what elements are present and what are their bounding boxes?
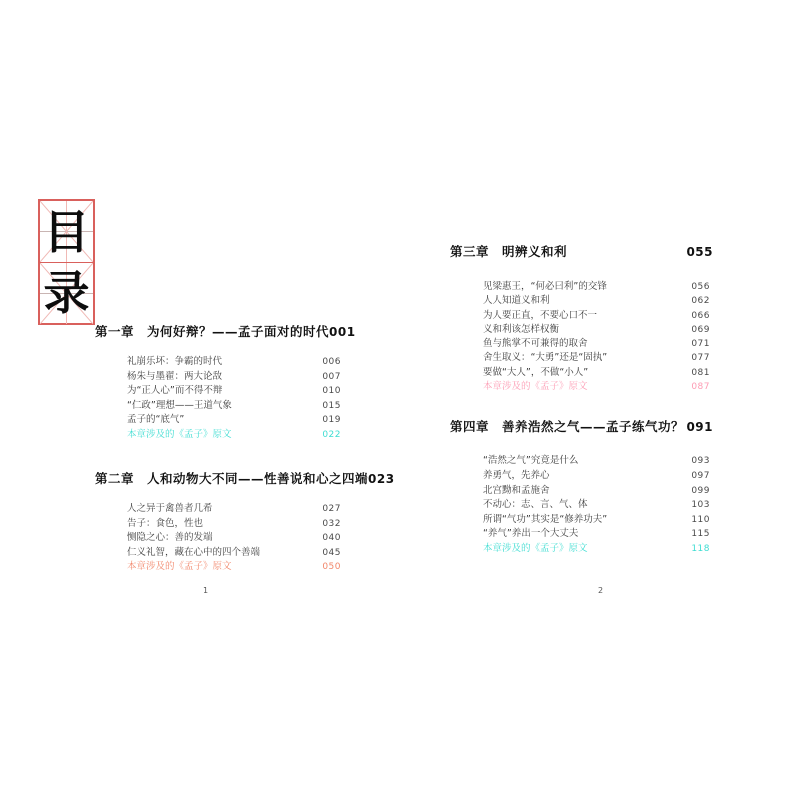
toc-item <box>450 498 713 513</box>
calligraphy-grid-cell <box>40 262 93 323</box>
toc-item-title: 北宫黝和孟施舍 <box>483 484 550 496</box>
toc-item-page-number: 050 <box>322 562 341 572</box>
toc-item <box>95 370 347 385</box>
toc-item <box>450 542 713 557</box>
toc-item-page-number: 066 <box>691 310 710 321</box>
chapter-heading <box>95 469 395 487</box>
toc-item <box>450 351 713 365</box>
toc-item-page-number: 006 <box>322 357 341 367</box>
calligraphy-grid-cell <box>40 201 93 262</box>
toc-item-page-number: 118 <box>691 543 710 554</box>
toc-item-title: 杨朱与墨翟：两大论敌 <box>127 370 223 382</box>
toc-item-title: 所谓“气功”其实是“修养功夫” <box>483 513 608 525</box>
toc-item <box>450 484 713 499</box>
toc-item <box>95 355 347 370</box>
toc-item-title: 礼崩乐坏：争霸的时代 <box>127 356 223 367</box>
chapter-page-number: 001 <box>329 325 356 339</box>
chapter-title: 为何好辩？——孟子面对的时代 <box>147 324 330 339</box>
toc-item-page-number: 045 <box>322 547 341 558</box>
toc-item-page-number: 027 <box>322 504 341 514</box>
toc-item-title: 不动心：志、言、气、体 <box>483 499 588 511</box>
chapter-heading <box>450 242 713 260</box>
toc-item-page-number: 103 <box>691 500 710 511</box>
chapter-item-list <box>95 355 347 442</box>
toc-item <box>450 337 713 351</box>
toc-item-page-number: 071 <box>691 339 710 350</box>
toc-item-page-number: 115 <box>691 529 710 540</box>
toc-item-page-number: 015 <box>322 400 341 411</box>
toc-item-title: 本章涉及的《孟子》原文 <box>127 561 232 572</box>
toc-column-right <box>450 242 713 557</box>
toc-item-page-number: 069 <box>691 324 710 335</box>
toc-item <box>95 546 347 561</box>
toc-item-page-number: 062 <box>691 296 710 307</box>
toc-column-left <box>95 322 395 575</box>
toc-item-title: 鱼与熊掌不可兼得的取舍 <box>483 338 588 350</box>
toc-item <box>95 517 347 532</box>
chapter-number-label: 第四章 <box>450 419 490 435</box>
toc-item-title: 本章涉及的《孟子》原文 <box>483 381 588 393</box>
chapter-section-第三章 <box>450 242 713 394</box>
toc-item <box>95 531 347 546</box>
toc-item-title: 义和利该怎样权衡 <box>483 323 560 335</box>
chapter-section-第四章 <box>450 417 713 556</box>
chapter-item-list <box>95 502 347 575</box>
toc-item <box>450 469 713 484</box>
toc-item-title: 恻隐之心：善的发端 <box>127 532 213 543</box>
toc-item-page-number: 032 <box>322 518 341 529</box>
toc-item-title: “仁政”理想——王道气象 <box>127 399 232 411</box>
toc-item <box>95 428 347 443</box>
chapter-title: 善养浩然之气——孟子练气功？ <box>502 419 685 435</box>
toc-item <box>450 366 713 380</box>
toc-item <box>95 560 347 575</box>
toc-item-title: 要做“大人”，不做“小人” <box>483 366 589 378</box>
toc-item <box>450 527 713 542</box>
toc-item-title: “浩然之气”究竟是什么 <box>483 455 579 467</box>
chapter-page-number: 055 <box>686 245 713 259</box>
toc-item-page-number: 007 <box>322 371 341 382</box>
page-number-right: 2 <box>598 586 604 595</box>
toc-item-title: 人人知道义和利 <box>483 295 550 307</box>
chapter-title: 人和动物大不同——性善说和心之四端 <box>147 471 369 486</box>
toc-item-title: 人之异于禽兽者几希 <box>127 503 213 514</box>
toc-item-title: 养勇气，先养心 <box>483 469 550 481</box>
chapter-title: 明辨义和利 <box>502 244 568 259</box>
toc-item <box>450 309 713 323</box>
toc-item-title: 仁义礼智，藏在心中的四个善端 <box>127 546 261 558</box>
toc-title-box <box>38 199 95 325</box>
chapter-heading <box>95 322 356 340</box>
toc-item <box>95 399 347 414</box>
chapter-item-list <box>450 280 713 394</box>
toc-item-title: 见梁惠王，“何必曰利”的交锋 <box>483 281 607 292</box>
toc-item-page-number: 099 <box>691 485 710 496</box>
toc-item-title: 舍生取义：“大勇”还是“固执” <box>483 352 608 364</box>
chapter-item-list <box>450 454 713 556</box>
toc-item-title: 告子：食色，性也 <box>127 517 204 529</box>
chapter-section-第一章 <box>95 322 356 442</box>
toc-item-page-number: 056 <box>691 282 710 292</box>
toc-item <box>95 384 347 399</box>
toc-item-page-number: 087 <box>691 382 710 393</box>
toc-item <box>450 280 713 294</box>
toc-item-title: 本章涉及的《孟子》原文 <box>127 428 232 440</box>
chapter-number-label: 第一章 <box>95 324 135 339</box>
toc-item-title: 为“正人心”而不得不辩 <box>127 385 223 396</box>
chapter-section-第二章 <box>95 469 395 575</box>
chapter-number-label: 第三章 <box>450 244 490 259</box>
toc-item <box>450 513 713 528</box>
toc-item-title: “养气”养出一个大丈夫 <box>483 528 579 540</box>
toc-item-title: 本章涉及的《孟子》原文 <box>483 542 588 554</box>
toc-item <box>95 413 347 428</box>
toc-item-page-number: 010 <box>322 386 341 396</box>
toc-item-page-number: 093 <box>691 456 710 467</box>
toc-title-char: 目 <box>43 204 90 259</box>
toc-item-page-number: 110 <box>691 514 710 525</box>
toc-item-page-number: 097 <box>691 470 710 481</box>
page-number-left: 1 <box>203 586 209 595</box>
toc-item <box>450 323 713 337</box>
toc-item-title: 孟子的“底气” <box>127 414 185 425</box>
chapter-page-number: 091 <box>686 420 713 435</box>
chapter-page-number: 023 <box>368 472 395 486</box>
toc-item <box>450 294 713 308</box>
toc-item <box>95 502 347 517</box>
toc-title-char: 录 <box>43 266 90 320</box>
toc-item <box>450 380 713 394</box>
toc-item-page-number: 019 <box>322 415 341 425</box>
toc-item-title: 为人要正直，不要心口不一 <box>483 309 598 321</box>
toc-item-page-number: 077 <box>691 353 710 364</box>
toc-item-page-number: 081 <box>691 367 710 378</box>
toc-item <box>450 454 713 469</box>
toc-item-page-number: 040 <box>322 533 341 543</box>
toc-item-page-number: 022 <box>322 429 341 440</box>
chapter-number-label: 第二章 <box>95 471 135 486</box>
chapter-heading <box>450 417 713 435</box>
